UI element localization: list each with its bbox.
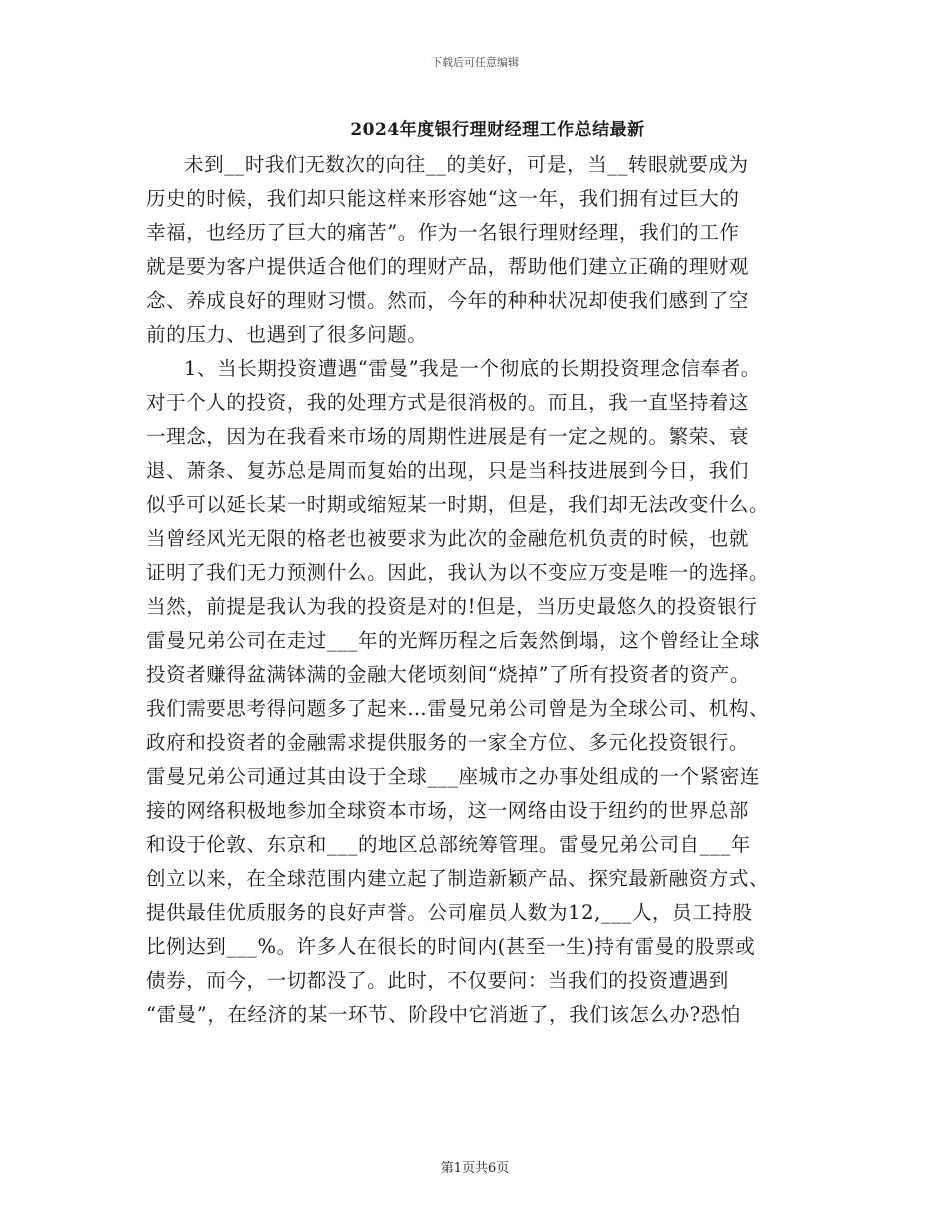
text-line: “雷曼”，在经济的某一环节、阶段中它消逝了，我们该怎么办?恐怕	[146, 1003, 741, 1026]
text-line: 和设于伦敦、东京和___的地区总部统筹管理。雷曼兄弟公司自___年	[146, 833, 751, 856]
text-line: 债券，而今，一切都没了。此时，不仅要问：当我们的投资遭遇到	[146, 969, 729, 992]
text-line: 未到__时我们无数次的向往__的美好，可是，当__转眼就要成为	[184, 153, 749, 176]
text-line: 接的网络积极地参加全球资本市场，这一网络由设于纽约的世界总部	[146, 799, 750, 822]
text-line: 比例达到___%。许多人在很长的时间内(甚至一生)持有雷曼的股票或	[146, 935, 756, 958]
paragraph-1	[146, 148, 846, 352]
text-line: 对于个人的投资，我的处理方式是很消极的。而且，我一直坚持着这	[146, 391, 750, 414]
text-line: 幸福，也经历了巨大的痛苦”。作为一名银行理财经理，我们的工作	[146, 221, 740, 244]
text-line: 就是要为客户提供适合他们的理财产品，帮助他们建立正确的理财观	[146, 255, 750, 278]
text-line: 投资者赚得盆满钵满的金融大佬顷刻间“烧掉”了所有投资者的资产。	[146, 663, 751, 686]
text-line: 似乎可以延长某一时期或缩短某一时期，但是，我们却无法改变什么。	[146, 493, 770, 516]
text-line: 当然，前提是我认为我的投资是对的!但是，当历史最悠久的投资银行	[146, 595, 758, 618]
text-line: 提供最佳优质服务的良好声誉。公司雇员人数为12,___人，员工持股	[146, 901, 753, 924]
text-line: 一理念，因为在我看来市场的周期性进展是有一定之规的。繁荣、衰	[146, 425, 750, 448]
text-line: 创立以来，在全球范围内建立起了制造新颖产品、探究最新融资方式、	[146, 867, 770, 890]
document-body	[146, 148, 846, 1032]
text-line: 政府和投资者的金融需求提供服务的一家全方位、多元化投资银行。	[146, 731, 750, 754]
text-line: 证明了我们无力预测什么。因此，我认为以不变应万变是唯一的选择。	[146, 561, 770, 584]
text-line: 雷曼兄弟公司在走过___年的光辉历程之后轰然倒塌，这个曾经让全球	[146, 629, 760, 652]
text-line: 历史的时候，我们却只能这样来形容她“这一年，我们拥有过巨大的	[146, 187, 740, 210]
document-title: 2024年度银行理财经理工作总结最新	[350, 120, 645, 140]
text-line: 当曾经风光无限的格老也被要求为此次的金融危机负责的时候，也就	[146, 527, 750, 550]
text-line: 前的压力、也遇到了很多问题。	[146, 323, 428, 346]
text-line: 念、养成良好的理财习惯。然而，今年的种种状况却使我们感到了空	[146, 289, 750, 312]
page-number: 第1页共6页	[440, 1161, 510, 1176]
paragraph-2	[146, 352, 846, 1032]
text-line: 我们需要思考得问题多了起来…雷曼兄弟公司曾是为全球公司、机构、	[146, 697, 770, 720]
header-note: 下载后可任意编辑	[431, 56, 519, 69]
text-line: 退、萧条、复苏总是周而复始的出现，只是当科技进展到今日，我们	[146, 459, 750, 482]
text-line: 雷曼兄弟公司通过其由设于全球___座城市之办事处组成的一个紧密连	[146, 765, 760, 788]
text-line: 1、当长期投资遭遇“雷曼”我是一个彻底的长期投资理念信奉者。	[184, 357, 761, 380]
